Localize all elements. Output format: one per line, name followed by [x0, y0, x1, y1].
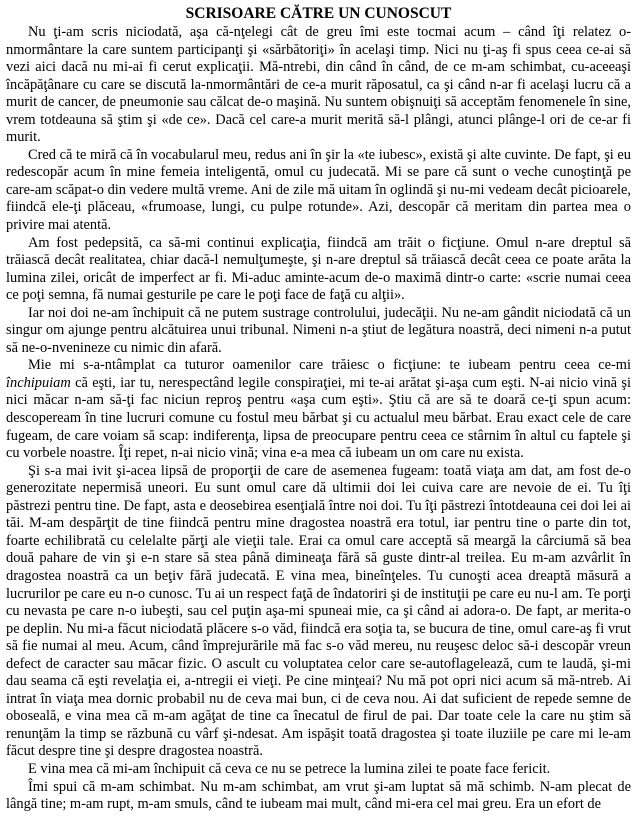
paragraph-text: Iar noi doi ne-am închipuit că ne putem sustrage controlului, judecăţii. Nu ne-am gândit niciodată că un singur om ajunge pentru alcătuirea unui tribunal. Nimeni n-a ştiut de legătura noastră, deci nimeni n-a putut să ne-o-nvenineze cu nimic din afară. — [6, 304, 631, 356]
paragraph — [6, 235, 631, 305]
paragraph-text: Îmi spui că m-am schimbat. Nu m-am schimbat, am vrut şi-am luptat să mă schimb. N-am plecat de lângă tine; m-am rupt, m-am smuls, când te iubeam mai mult, când mi-era cel mai greu. Era un efort de — [6, 778, 631, 813]
paragraph — [6, 463, 631, 761]
paragraph-text: Şi s-a mai ivit şi-acea lipsă de proporţii de care de asemenea fugeam: toată viaţa am dat, am fost de-o generozitate nepermisă uneori. Eu sunt omul care dă ultimii doi lei cuiva care are nevoie de ei. Tu îţi păstrezi pentru tine. De fapt, asta e deosebirea esenţială între noi doi. Tu îţi păstrezi întotdeauna cei doi lei ai tăi. M-am despărţit de tine fiindcă pentru mine dragostea noastră era totul, iar pentru tine o parte din tot, foarte echilibrată cu celelalte părţi ale vieţii tale. Erai ca omul care acceptă să meargă la cârciumă să bea două pahare de vin şi e-n stare să stea până dimineaţa fără să guste dintr-al treilea. Eu m-am azvârlit în dragostea noastră ca un beţiv fără judecată. E vina mea, bineînţeles. Tu cunoşti acea dreaptă măsură a lucrurilor pe care eu n-o cunosc. Tu ai un respect faţă de îndatoriri şi de instituţii pe care eu nu-l am. Te porţi cu nevasta pe care n-o iubeşti, sau cel puţin aşa-mi spuneai mie, ca şi când ai adora-o. De fapt, ar merita-o pe deplin. Nu mi-a făcut niciodată plăcere s-o văd, fiindcă era soţia ta, se bucura de tine, omul care-aş fi vrut să fie numai al meu. Acum, când împrejurările mă fac s-o văd mereu, nu reuşesc deloc să-i descopăr vreun defect de caracter sau măcar fizic. O ascult cu voluptatea celor care se-autoflagelează, cum te laudă, şi-mi dau seama că eşti revelaţia ei, a-ntregii ei vieţi. Pe cine minţeai? Nu mă pot opri nici acum să mă-ntreb. Ai intrat în viaţa mea dornic probabil nu de ceva mai bun, ci de ceva nou. Ai dat suficient de repede semne de oboseală, e vina mea că m-am agăţat de tine ca înecatul de firul de pai. Dar toate cele la care nu ştim să renunţăm la timp se răzbună cu vârf şi-ndesat. Am ispăşit toată dragostea şi toate iluziile pe care mi le-am făcut despre tine şi despre dragostea noastră. — [6, 462, 631, 760]
paragraph-text: Nu ţi-am scris niciodată, aşa că-nţelegi cât de greu îmi este tocmai acum – când îţi relatez o-nmormântare la care suntem participanţi şi «sărbătoriţi» în acelaşi timp. Nici nu ţi-aş fi spus ceea ce-ai să vezi aici dacă nu mi-ai fi cerut explicaţii. Mă-ntrebi, din când în când, de ce m-am schimbat, cu-aceeaşi încăpăţânare cu care se discută la-nmormântări de ce-a murit răposatul, ca şi când n-ar fi acelaşi lucru că a murit de cancer, de pneumonie sau călcat de-o maşină. Nu suntem obişnuiţi să acceptăm fenomenele în sine, vrem totdeauna să ştim şi «de ce». Dacă cel care-a murit merită să-l plângi, atunci plânge-l ori de ce-ar fi murit. — [6, 24, 631, 146]
paragraph-text: Mie mi s-a-ntâmplat ca tuturor oamenilor care trăiesc o ficţiune: te iubeam pentru ceea ce-mi — [28, 357, 631, 374]
paragraph — [6, 24, 631, 147]
paragraph — [6, 779, 631, 814]
paragraph-text: Am fost pedepsită, ca să-mi continui explicaţia, fiindcă am trăit o ficţiune. Omul n-are dreptul să trăiască decât realitatea, chiar dacă-l nemulţumeşte, şi n-are dreptul să trăiască decât ceea ce poate arăta la lumina zilei, oricât de imperfect ar fi. Mi-aduc aminte-acum de-o maximă dintr-o carte: «scrie numai ceea ce poţi semna, fă numai gesturile pe care le poţi face de faţă cu alţii». — [6, 234, 631, 304]
emphasized-text: închipuiam — [6, 374, 71, 391]
paragraph-text: E vina mea că mi-am închipuit că ceva ce nu se petrece la lumina zilei te poate face fericit. — [28, 760, 551, 777]
paragraph — [6, 305, 631, 358]
paragraph — [6, 357, 631, 462]
paragraph-text: Cred că te miră că în vocabularul meu, redus ani în şir la «te iubesc», există şi alte cuvinte. De fapt, şi eu redescopăr acum în mine femeia inteligentă, omul cu judecată. Mi se pare că sunt o veche cunoştinţă pe care-am scăpat-o din vedere multă vreme. Ani de zile mă uitam în oglindă şi nu-mi vedeam decât picioarele, fiindcă ele-ţi plăceau, «frumoase, lungi, cu pulpe rotunde». Azi, descopăr că meritam din partea mea o privire mai atentă. — [6, 146, 631, 234]
paragraph-text: că eşti, iar tu, nerespectând legile conspiraţiei, mi te-ai arătat şi-aşa cum eşti. N-ai nicio vină şi nici măcar n-am să-ţi fac niciun reproş pentru «aşa cum eşti». Ştiu că are să te doară ce-ţi spun acum: descopeream în tine lucruri comune cu fostul meu bărbat şi cu actualul meu bărbat. Erau exact cele de care fugeam, de care voiam să scap: indiferenţa, lipsa de preocupare pentru ceea ce stârnim în altul cu faptele şi cu vorbele noastre. Îţi repet, n-ai nicio vină; vina e-a mea că iubeam un om care nu exista. — [6, 374, 631, 462]
paragraph — [6, 147, 631, 235]
letter-body — [6, 24, 631, 814]
paragraph — [6, 761, 631, 779]
letter-title: SCRISOARE CĂTRE UN CUNOSCUT — [185, 5, 452, 22]
